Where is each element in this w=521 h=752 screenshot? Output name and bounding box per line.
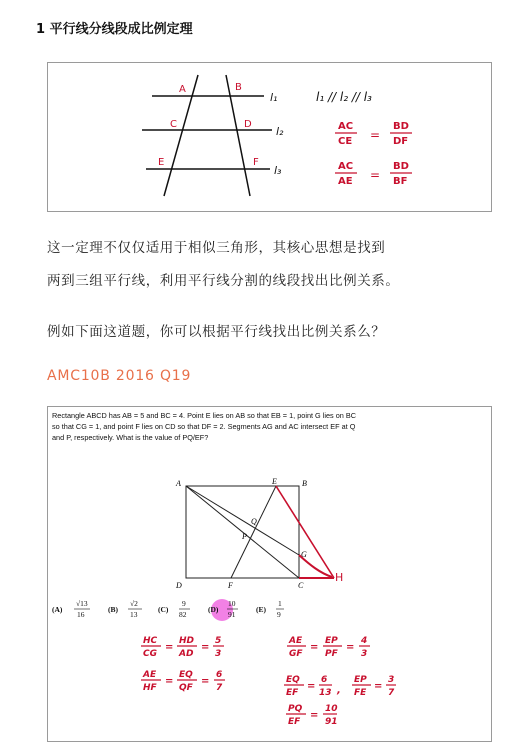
hand-eq-1	[141, 636, 224, 659]
paragraph-2: 两到三组平行线，利用平行线分割的线段找出比例关系。	[47, 273, 400, 289]
hand-eq-3	[141, 670, 225, 693]
eq3-b-num: EQ	[179, 670, 193, 680]
ratio2-right-num: BD	[393, 161, 409, 172]
answer-choices	[52, 599, 284, 621]
diagram-label-h: H	[335, 571, 344, 584]
eq2-a-num: AE	[289, 636, 303, 646]
eq4-d-num: 3	[388, 675, 395, 685]
eq5-a-den: EF	[288, 717, 301, 727]
choice-e-den: 9	[277, 610, 281, 619]
choice-d-num: 10	[228, 599, 236, 608]
problem-box	[47, 406, 492, 742]
choice-e-label: (E)	[256, 605, 266, 614]
eq5-b-num: 10	[325, 704, 338, 714]
diagram-label-c: C	[298, 581, 304, 590]
diagram-label-f: F	[228, 581, 233, 590]
hand-eq-2	[287, 636, 370, 659]
eq3-eq1: =	[165, 676, 174, 687]
diagram-label-q: Q	[251, 517, 257, 526]
diagram-label-b: B	[302, 479, 307, 488]
hand-eq-4	[284, 675, 396, 698]
segment-ef	[231, 486, 276, 578]
ratio-2	[335, 161, 412, 187]
parallel-lines-diagram	[48, 63, 491, 211]
choice-a-num: √13	[76, 599, 88, 608]
diagram-label-p: P	[242, 532, 247, 541]
choice-c-num: 9	[182, 599, 186, 608]
choice-a[interactable]	[52, 599, 90, 619]
ratio1-left-den: CE	[338, 136, 353, 147]
eq2-c-den: 3	[361, 649, 368, 659]
choice-e-num: 1	[278, 599, 282, 608]
choice-c-label: (C)	[158, 605, 169, 614]
label-c: C	[170, 119, 177, 130]
ratio2-left-den: AE	[338, 176, 353, 187]
choice-b-den: 13	[130, 610, 138, 619]
ratio2-right-den: BF	[393, 176, 408, 187]
diagram-label-d: D	[176, 581, 182, 590]
eq4-b-den: 13	[319, 688, 332, 698]
eq1-b-den: AD	[179, 649, 194, 659]
eq3-b-den: QF	[179, 683, 193, 693]
parallel-relation: l₁ // l₂ // l₃	[316, 90, 372, 104]
eq2-b-den: PF	[325, 649, 338, 659]
ratio1-left-num: AC	[338, 121, 354, 132]
eq4-eq1: =	[307, 681, 316, 692]
label-e: E	[158, 157, 165, 168]
eq3-a-num: AE	[143, 670, 157, 680]
eq1-b-num: HD	[179, 636, 195, 646]
eq1-c-num: 5	[215, 636, 222, 646]
eq2-eq2: =	[346, 642, 355, 653]
diagram-label-e: E	[272, 477, 277, 486]
label-d: D	[244, 119, 252, 130]
choice-b-label: (B)	[108, 605, 118, 614]
eq5-b-den: 91	[325, 717, 338, 727]
eq4-c-num: EP	[354, 675, 367, 685]
choice-e[interactable]	[256, 599, 284, 619]
problem-heading: AMC10B 2016 Q19	[47, 368, 192, 384]
eq5-a-num: PQ	[288, 704, 303, 714]
problem-line-1: Rectangle ABCD has AB = 5 and BC = 4. Point E lies on AB so that EB = 1, point G lies on BC	[52, 411, 357, 420]
ratio1-right-den: DF	[393, 136, 409, 147]
problem-diagram	[48, 407, 491, 741]
choice-a-label: (A)	[52, 605, 63, 614]
eq2-a-den: GF	[289, 649, 303, 659]
choice-c[interactable]	[158, 599, 190, 619]
label-a: A	[179, 84, 186, 95]
eq1-eq1: =	[165, 642, 174, 653]
hand-eq-5	[286, 704, 338, 727]
eq3-eq2: =	[201, 676, 210, 687]
section-title: 1 平行线分线段成比例定理	[36, 22, 193, 37]
eq4-eq2: =	[374, 681, 383, 692]
paragraph-3: 例如下面这道题，你可以根据平行线找出比例关系么？	[47, 324, 386, 340]
eq4-d-den: 7	[388, 688, 395, 698]
ratio2-left-num: AC	[338, 161, 354, 172]
label-l2: l₂	[276, 125, 284, 138]
eq1-a-den: CG	[143, 649, 157, 659]
choice-a-den: 16	[77, 610, 85, 619]
eq4-a-num: EQ	[286, 675, 300, 685]
eq2-eq1: =	[310, 642, 319, 653]
diagram-label-a: A	[176, 479, 181, 488]
ratio2-eq: =	[370, 168, 381, 182]
eq2-c-num: 4	[361, 636, 368, 646]
diagram-label-g: G	[301, 550, 307, 559]
choice-d-den: 91	[228, 610, 236, 619]
transversal-right	[226, 75, 250, 196]
label-f: F	[253, 157, 259, 168]
eq3-c-num: 6	[216, 670, 223, 680]
choice-b-num: √2	[130, 599, 138, 608]
eq3-a-den: HF	[143, 683, 157, 693]
label-l3: l₃	[274, 164, 282, 177]
eq1-eq2: =	[201, 642, 210, 653]
ratio-1	[335, 121, 412, 147]
ratio1-right-num: BD	[393, 121, 409, 132]
problem-line-2: so that CG = 1, and point F lies on CD so that DF = 2. Segments AG and AC intersect EF at Q	[52, 422, 356, 431]
choice-c-den: 82	[179, 610, 187, 619]
extension-eh	[276, 486, 334, 578]
label-b: B	[235, 82, 242, 93]
eq1-c-den: 3	[215, 649, 222, 659]
eq2-b-num: EP	[325, 636, 338, 646]
problem-line-3: and P, respectively. What is the value of PQ/EF?	[52, 433, 209, 442]
ratio1-eq: =	[370, 128, 381, 142]
label-l1: l₁	[270, 91, 278, 104]
handwritten-work	[141, 636, 396, 727]
choice-b[interactable]	[108, 599, 142, 619]
eq3-c-den: 7	[216, 683, 223, 693]
eq5-eq: =	[310, 710, 319, 721]
eq4-c-den: FE	[354, 688, 367, 698]
choice-d-label: (D)	[208, 605, 219, 614]
eq1-a-num: HC	[143, 636, 158, 646]
paragraph-1: 这一定理不仅仅适用于相似三角形，其核心思想是找到	[47, 240, 386, 256]
eq4-a-den: EF	[286, 688, 299, 698]
eq4-comma: ,	[337, 685, 341, 696]
eq4-b-num: 6	[321, 675, 328, 685]
theorem-figure	[47, 62, 492, 212]
